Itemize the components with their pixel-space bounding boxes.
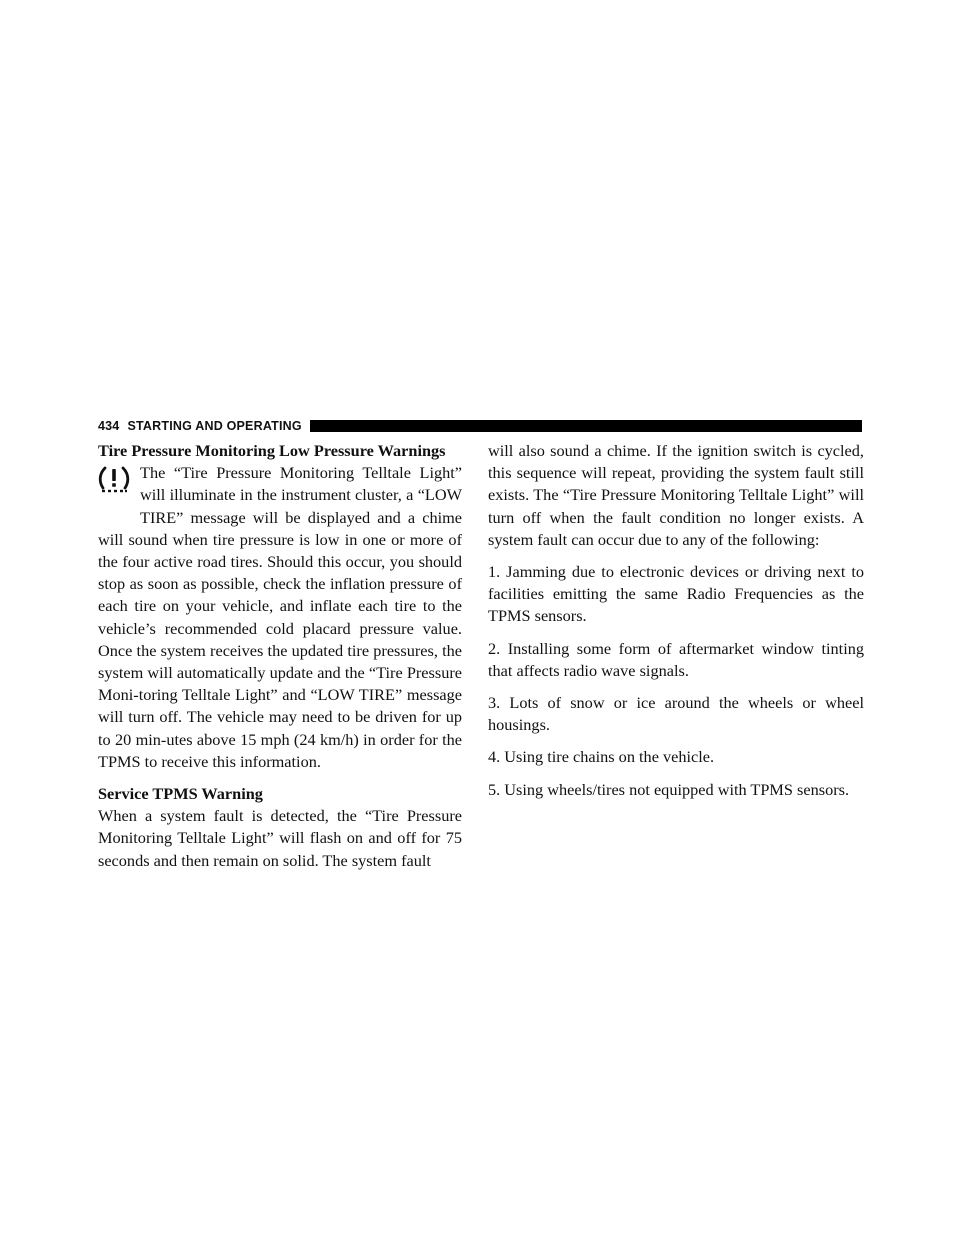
heading-service-tpms-warning: Service TPMS Warning bbox=[98, 784, 263, 804]
header-rule bbox=[310, 420, 862, 432]
system-fault-paragraph: will also sound a chime. If the ignition switch is cycled, this sequence will repeat, providing the system fault still exists. The “Tire Pressure Monitoring Telltale Light” will turn off when the fault condition no longer exists. A system fault can occur due to any of the following: bbox=[488, 441, 864, 549]
fault-item-5: 5. Using wheels/tires not equipped with TPMS sensors. bbox=[488, 779, 850, 799]
tire-pressure-warning-icon bbox=[98, 462, 136, 522]
low-pressure-paragraph: The “Tire Pressure Monitoring Telltale Light” will illuminate in the instrument cluster, a “LOW TIRE” message will be displayed and a chime will sound when tire pressure is low in one or more of the four active road tires. Should this occur, you should stop as soon as possible, check the inflation pressure of each tire on your vehicle, and inflate each tire to the vehicle’s recommended cold placard pressure value. Once the system receives the updated tire pressures, the system will automatically update and the “Tire Pressure Moni-toring Telltale Light” and “LOW TIRE” message will turn off. The vehicle may need to be driven for up to 20 min-utes above 15 mph (24 km/h) in order for the TPMS to receive this information. bbox=[98, 463, 462, 771]
right-column bbox=[488, 440, 864, 801]
section-title: STARTING AND OPERATING bbox=[127, 419, 302, 433]
fault-item-1: 1. Jamming due to electronic devices or driving next to facilities emitting the same Radio Frequencies as the TPMS sensors. bbox=[488, 562, 864, 626]
page-header bbox=[98, 419, 862, 433]
heading-low-pressure-warnings: Tire Pressure Monitoring Low Pressure Warnings bbox=[98, 441, 446, 460]
fault-item-3: 3. Lots of snow or ice around the wheels or wheel housings. bbox=[488, 693, 864, 735]
fault-item-4: 4. Using tire chains on the vehicle. bbox=[488, 747, 715, 767]
service-tpms-paragraph: When a system fault is detected, the “Tire Pressure Monitoring Telltale Light” will flash on and off for 75 seconds and then remain on solid. The system fault bbox=[98, 806, 462, 870]
fault-item-2: 2. Installing some form of aftermarket window tinting that affects radio wave signals. bbox=[488, 638, 864, 680]
page-number: 434 bbox=[98, 419, 120, 433]
left-column bbox=[98, 440, 462, 872]
